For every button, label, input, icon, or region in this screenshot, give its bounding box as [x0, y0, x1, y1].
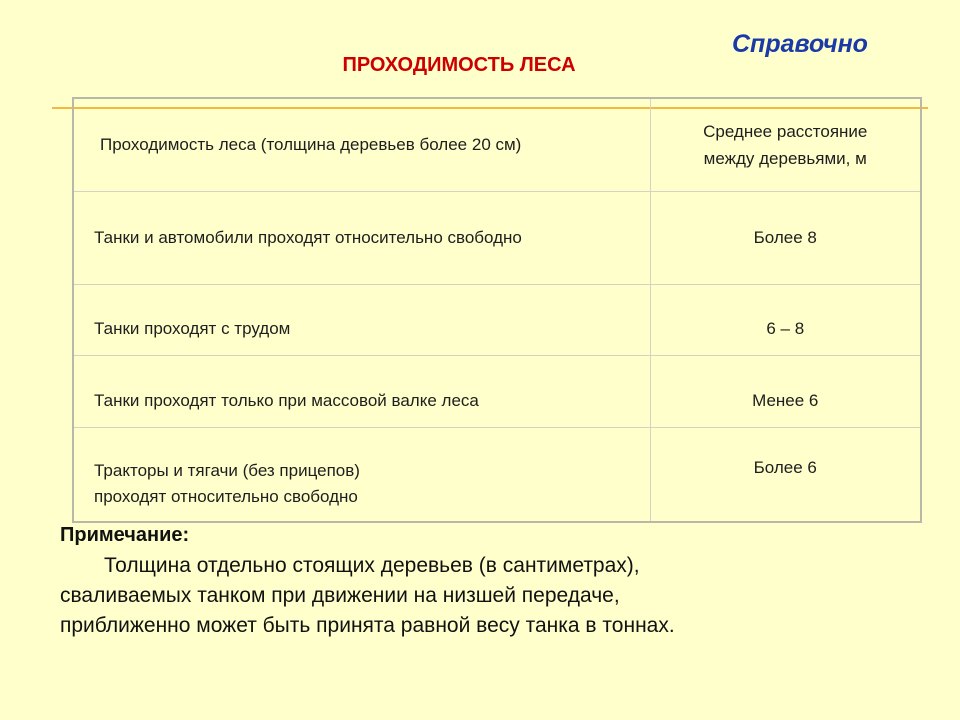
table-row [73, 284, 921, 355]
note-line-1: Толщина отдельно стоящих деревьев (в сантиметрах), [104, 554, 640, 577]
row-distance-cell [650, 191, 921, 284]
page-title: ПРОХОДИМОСТЬ ЛЕСА [342, 54, 576, 76]
header-distance-line1: Среднее расстояние [703, 121, 868, 141]
row-passability-cell [73, 284, 650, 355]
row-distance-value: Более 6 [753, 457, 817, 477]
row-passability-text: Танки проходят только при массовой валке леса [94, 390, 479, 410]
note-heading: Примечание: [60, 524, 190, 546]
header-passability-text: Проходимость леса (толщина деревьев более 20 см) [100, 134, 522, 154]
row-passability-text-cont: проходят относительно свободно [94, 486, 358, 506]
note-line-2: сваливаемых танком при движении на низшей передаче, [60, 584, 620, 607]
row-passability-text: Танки и автомобили проходят относительно свободно [94, 227, 522, 247]
header-distance-line2: между деревьями, м [703, 148, 867, 168]
row-passability-text: Танки проходят с трудом [94, 318, 291, 338]
row-distance-value: Более 8 [753, 227, 817, 247]
row-distance-cell [650, 284, 921, 355]
row-passability-cell [73, 427, 650, 522]
row-passability-text: Тракторы и тягачи (без прицепов) [94, 460, 360, 480]
table-row [73, 191, 921, 284]
note-line-3: приближенно может быть принята равной весу танка в тоннах. [60, 614, 675, 637]
table-row [73, 355, 921, 427]
note-body [60, 551, 920, 641]
table-row [73, 427, 921, 522]
row-distance-value: 6 – 8 [766, 318, 805, 338]
row-distance-value: Менее 6 [752, 390, 819, 410]
header-cell-distance [650, 98, 921, 191]
row-distance-cell [650, 427, 921, 522]
row-distance-cell [650, 355, 921, 427]
forest-passability-table [72, 97, 922, 523]
header-cell-passability [73, 98, 650, 191]
row-passability-cell [73, 191, 650, 284]
reference-label: Справочно [732, 30, 868, 58]
table-header-row [73, 98, 921, 191]
row-passability-cell [73, 355, 650, 427]
